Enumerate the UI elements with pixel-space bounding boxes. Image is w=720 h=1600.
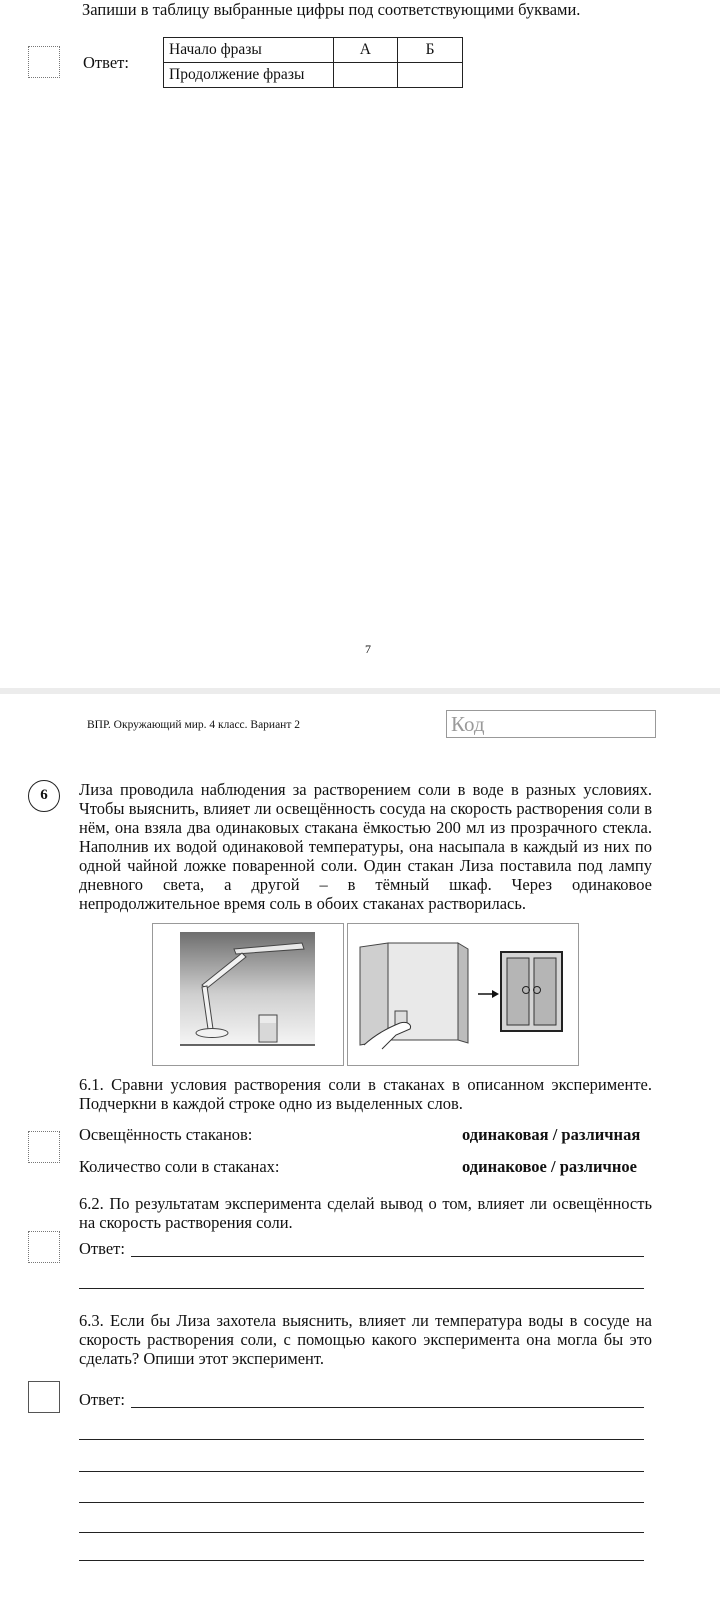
page-header: ВПР. Окружающий мир. 4 класс. Вариант 2 (87, 719, 300, 731)
answer-line[interactable] (79, 1471, 644, 1472)
answer-line[interactable] (79, 1532, 644, 1533)
page-7 (0, 0, 720, 688)
answer-cell-b[interactable] (398, 63, 463, 88)
lamp-icon (153, 924, 344, 1066)
answer-label: Ответ: (79, 1239, 125, 1258)
answer-label: Ответ: (83, 53, 129, 72)
table-row (164, 63, 463, 88)
question-6-2: 6.2. По результатам эксперимента сделай вывод о том, влияет ли освещённость на скорость растворения соли. (79, 1194, 652, 1232)
answer-line[interactable] (79, 1288, 644, 1289)
table-cell: Б (398, 38, 463, 63)
answer-line[interactable] (79, 1502, 644, 1503)
options-lighting[interactable]: одинаковая / различная (462, 1125, 641, 1144)
question-6-3: 6.3. Если бы Лиза захотела выяснить, влияет ли температура воды в сосуде на скорость растворения соли, с помощью какого эксперимента она могла бы это сделать? Опиши этот эксперимент. (79, 1311, 652, 1368)
answer-cell-a[interactable] (333, 63, 398, 88)
task-instruction: Запиши в таблицу выбранные цифры под соответствующими буквами. (82, 0, 581, 19)
code-field[interactable]: Код (446, 710, 656, 738)
question-6-1: 6.1. Сравни условия растворения соли в стаканах в описанном эксперименте. Подчеркни в каждой строке одно из выделенных слов. (79, 1075, 652, 1113)
row-label-lighting: Освещённость стаканов: (79, 1125, 253, 1144)
table-row (164, 38, 463, 63)
glass-icon (259, 1015, 277, 1042)
cabinet-icon (348, 924, 579, 1066)
page-8 (0, 694, 720, 1600)
table-cell: А (333, 38, 398, 63)
answer-table (163, 37, 463, 88)
table-cell: Продолжение фразы (164, 63, 334, 88)
page-number: 7 (365, 642, 371, 656)
table-cell: Начало фразы (164, 38, 334, 63)
options-salt[interactable]: одинаковое / различное (462, 1157, 637, 1176)
task-text: Лиза проводила наблюдения за растворением соли в воде в разных условиях. Чтобы выяснить, влияет ли освещённость сосуда на скорость растворения соли в нём, она взяла два одинаковых стакана ёмкостью 200 мл из прозрачного стекла. Наполнив их водой одинаковой температуры, она насыпала в каждый из них по одной чайной ложке поваренной соли. Один стакан Лиза поставила под лампу дневного света, а другой – в тёмный шкаф. Через одинаковое непродолжительное время соль в обоих стаканах растворилась. (79, 780, 652, 913)
score-box (28, 1131, 60, 1163)
answer-line[interactable] (131, 1256, 644, 1257)
answer-label: Ответ: (79, 1390, 125, 1409)
score-box (28, 1231, 60, 1263)
answer-line[interactable] (79, 1560, 644, 1561)
task-number: 6 (28, 780, 60, 812)
score-box (28, 1381, 60, 1413)
experiment-illustration (152, 923, 579, 1066)
score-box (28, 46, 60, 78)
row-label-salt: Количество соли в стаканах: (79, 1157, 280, 1176)
answer-line[interactable] (131, 1407, 644, 1408)
answer-line[interactable] (79, 1439, 644, 1440)
